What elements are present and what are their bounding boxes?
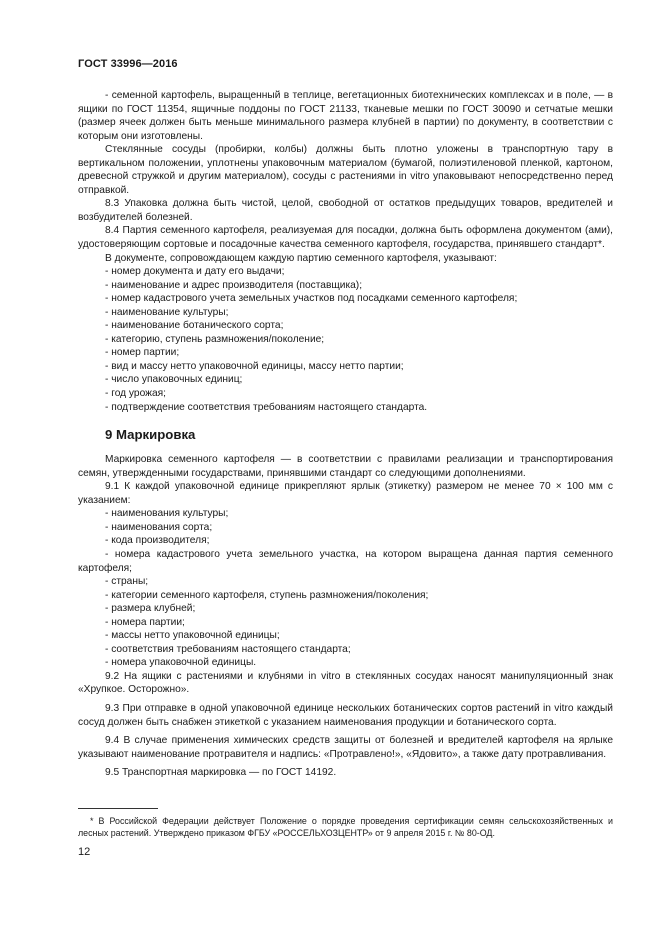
list-item: - номер кадастрового учета земельных участков под посадками семенного картофеля; [105,293,518,305]
paragraph-glass-vessels: Стеклянные сосуды (пробирки, колбы) должны быть плотно уложены в транспортную тару в вертикальном положении, уплотнены упаковочным материалом (бумагой, полиэтиленовой пленкой, картоном, древесной стружкой и другим материалом), сосуды с растениями in vitro упаковывают непосредственно перед отправкой. [78,144,613,196]
paragraph-8-3: 8.3 Упаковка должна быть чистой, целой, свободной от остатков предыдущих товаров, вредителей и возбудителей болезней. [78,198,613,223]
list-label-fields [78,507,613,670]
paragraph-seed-potato-packaging: - семенной картофель, выращенный в теплице, вегетационных биотехнических комплексах и в поле, — в ящики по ГОСТ 11354, ящичные поддоны по ГОСТ 21133, тканевые мешки по ГОСТ 30090 и сетчатые мешки (размер ячеек должен быть меньше минимального размера клубней в партии) по документу, в соответствии с которым они изготовлены. [78,90,613,142]
paragraph-9-4: 9.4 В случае применения химических средств защиты от болезней и вредителей картофеля на ярлыке указывают наименование протравителя и надпись: «Протравлено!», «Ядовито», а также дату протравливания. [78,735,613,760]
page-body [78,89,613,780]
list-item: - наименования культуры; [105,508,229,520]
list-item: - категорию, ступень размножения/поколение; [105,333,325,345]
list-item: - наименование ботанического сорта; [105,320,284,332]
paragraph-9-3: 9.3 При отправке в одной упаковочной единице нескольких ботанических сортов растений in vitro каждый сосуд должен быть снабжен этикеткой с указанием наименования продукции и ботанического сорта. [78,702,613,728]
list-item: - страны; [105,576,149,588]
paragraph-9-5: 9.5 Транспортная маркировка — по ГОСТ 14192. [105,767,337,779]
list-item: - наименования сорта; [105,521,213,533]
paragraph-9-1: 9.1 К каждой упаковочной единице прикрепляют ярлык (этикетку) размером не менее 70 × 100 мм с указанием: [78,481,613,506]
list-item: - номера упаковочной единицы. [105,657,257,669]
list-item: - число упаковочных единиц; [105,374,243,386]
footnote: * В Российской Федерации действует Положение о порядке проведения сертификации семян сельскохозяйственных и лесных растений. Утверждено приказом ФГБУ «РОССЕЛЬХОЗЦЕНТР» от 9 апреля 2015 г. № 80-ОД. [78,816,613,839]
paragraph-marking-intro: Маркировка семенного картофеля — в соответствии с правилами реализации и транспортирования семян, утвержденными государствами, принявшими стандарт со следующими дополнениями. [78,454,613,479]
paragraph-document-contents: В документе, сопровождающем каждую партию семенного картофеля, указывают: [105,252,497,264]
document-code-header: ГОСТ 33996—2016 [78,58,178,70]
footnote-divider [78,808,158,809]
list-item: - категории семенного картофеля, ступень размножения/поколения; [105,589,429,601]
paragraph-8-4: 8.4 Партия семенного картофеля, реализуемая для посадки, должна быть оформлена документом (ами), удостоверяющим сортовые и посадочные качества семенного картофеля, государства, принявшего стандарт*. [78,225,613,251]
list-item: - кода производителя; [105,535,210,547]
list-item: - год урожая; [105,388,166,400]
list-document-fields [78,265,613,414]
list-item: - номер документа и дату его выдачи; [105,266,285,278]
page-number: 12 [78,846,91,858]
list-item: - соответствия требованиям настоящего стандарта; [105,643,351,655]
list-item: - номера кадастрового учета земельного участка, на котором выращена данная партия семенного картофеля; [78,548,613,574]
paragraph-9-2: 9.2 На ящики с растениями и клубнями in vitro в стеклянных сосудах наносят манипуляционный знак «Хрупкое. Осторожно». [78,670,613,696]
list-item: - номера партии; [105,616,185,628]
list-item: - вид и массу нетто упаковочной единицы, массу нетто партии; [105,360,404,372]
section-heading-marking: 9 Маркировка [105,427,196,443]
list-item: - наименование и адрес производителя (поставщика); [105,279,363,291]
list-item: - подтверждение соответствия требованиям настоящего стандарта. [105,401,428,413]
list-item: - номер партии; [105,347,180,359]
list-item: - наименование культуры; [105,306,229,318]
list-item: - массы нетто упаковочной единицы; [105,630,280,642]
list-item: - размера клубней; [105,603,196,615]
